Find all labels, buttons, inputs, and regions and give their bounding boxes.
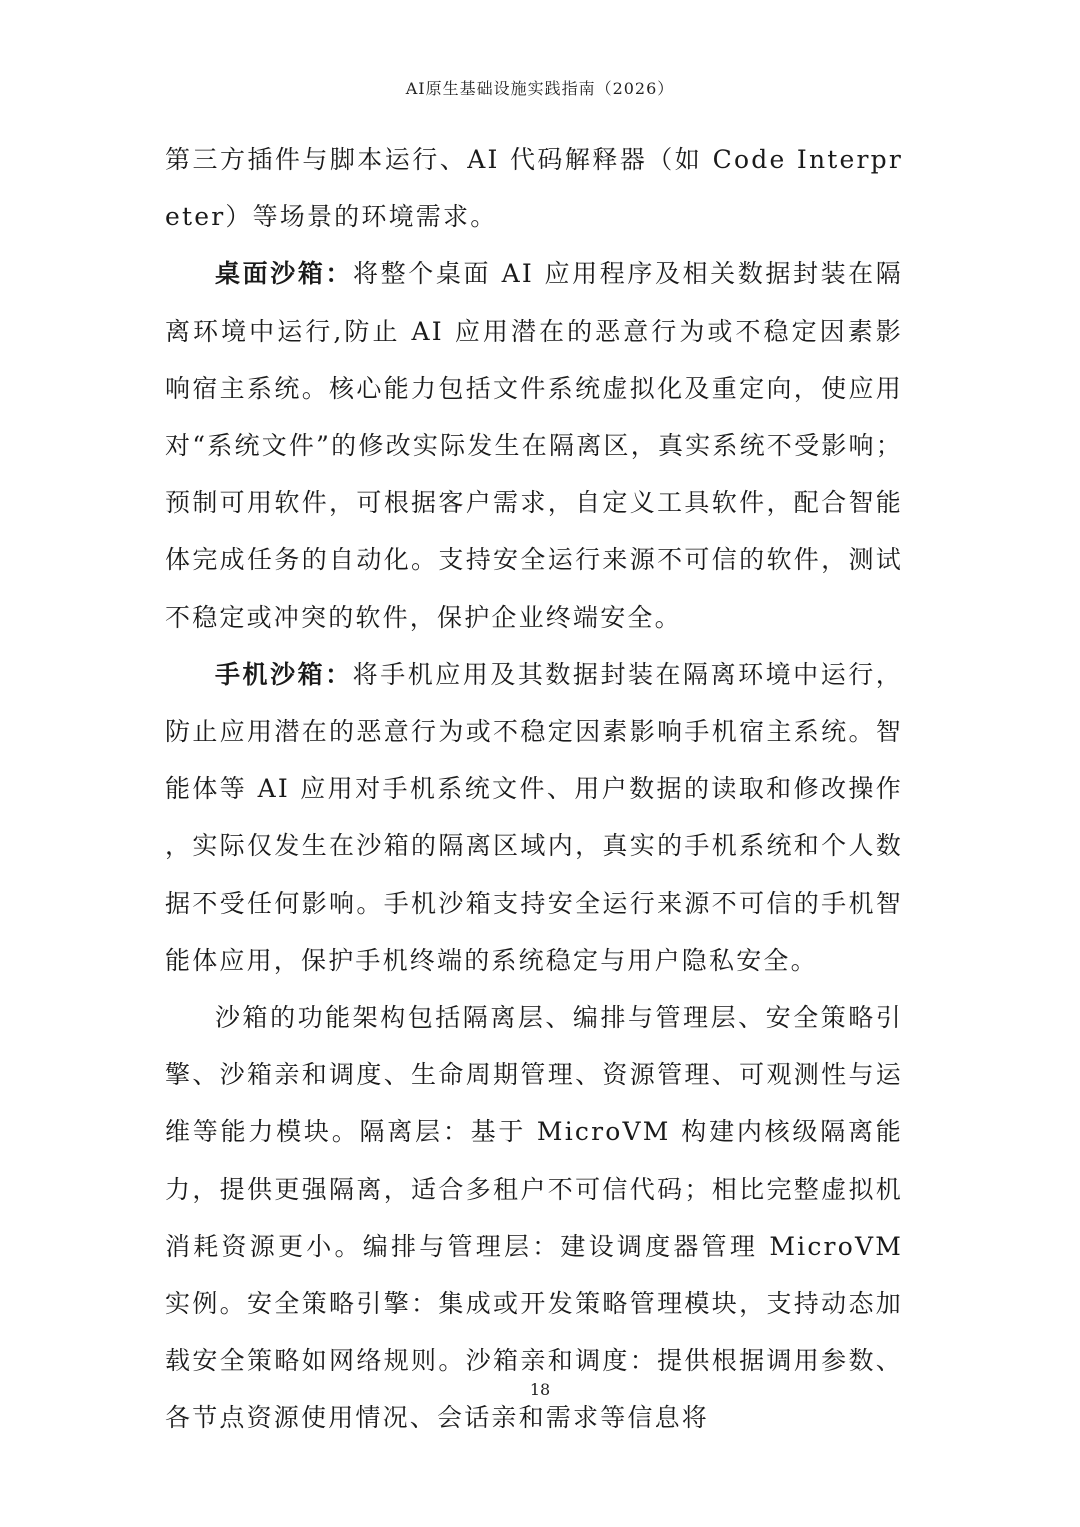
- paragraph-text: 将整个桌面 AI 应用程序及相关数据封装在隔离环境中运行,防止 AI 应用潜在的恶意行为或不稳定因素影响宿主系统。核心能力包括文件系统虚拟化及重定向，使应用对“系统文件”的修改实际发生在隔离区，真实系统不受影响；预制可用软件，可根据客户需求，自定义工具软件，配合智能体完成任务的自动化。支持安全运行来源不可信的软件，测试不稳定或冲突的软件，保护企业终端安全。: [165, 259, 903, 632]
- paragraph-desktop-sandbox: [165, 245, 903, 645]
- paragraph-continuation: [165, 131, 903, 245]
- running-header: AI原生基础设施实践指南（2026）: [405, 79, 675, 98]
- term-desktop-sandbox: 桌面沙箱：: [215, 259, 354, 289]
- term-mobile-sandbox: 手机沙箱：: [215, 659, 353, 689]
- paragraph-sandbox-architecture: [165, 989, 903, 1447]
- paragraph-mobile-sandbox: [165, 646, 903, 989]
- paragraph-text: 沙箱的功能架构包括隔离层、编排与管理层、安全策略引擎、沙箱亲和调度、生命周期管理、资源管理、可观测性与运维等能力模块。隔离层：基于 MicroVM 构建内核级隔离能力，提供更强隔离，适合多租户不可信代码；相比完整虚拟机消耗资源更小。编排与管理层：建设调度器管理 MicroVM 实例。安全策略引擎：集成或开发策略管理模块，支持动态加载安全策略如网络规则。沙箱亲和调度：提供根据调用参数、各节点资源使用情况、会话亲和需求等信息将: [165, 1003, 903, 1433]
- body-text: [165, 131, 903, 1447]
- page-number: 18: [529, 1380, 551, 1399]
- paragraph-text: 将手机应用及其数据封装在隔离环境中运行，防止应用潜在的恶意行为或不稳定因素影响手机宿主系统。智能体等 AI 应用对手机系统文件、用户数据的读取和修改操作，实际仅发生在沙箱的隔离区域内，真实的手机系统和个人数据不受任何影响。手机沙箱支持安全运行来源不可信的手机智能体应用，保护手机终端的系统稳定与用户隐私安全。: [165, 659, 903, 975]
- paragraph-text: 第三方插件与脚本运行、AI 代码解释器（如 Code Interpreter）等场景的环境需求。: [165, 145, 903, 232]
